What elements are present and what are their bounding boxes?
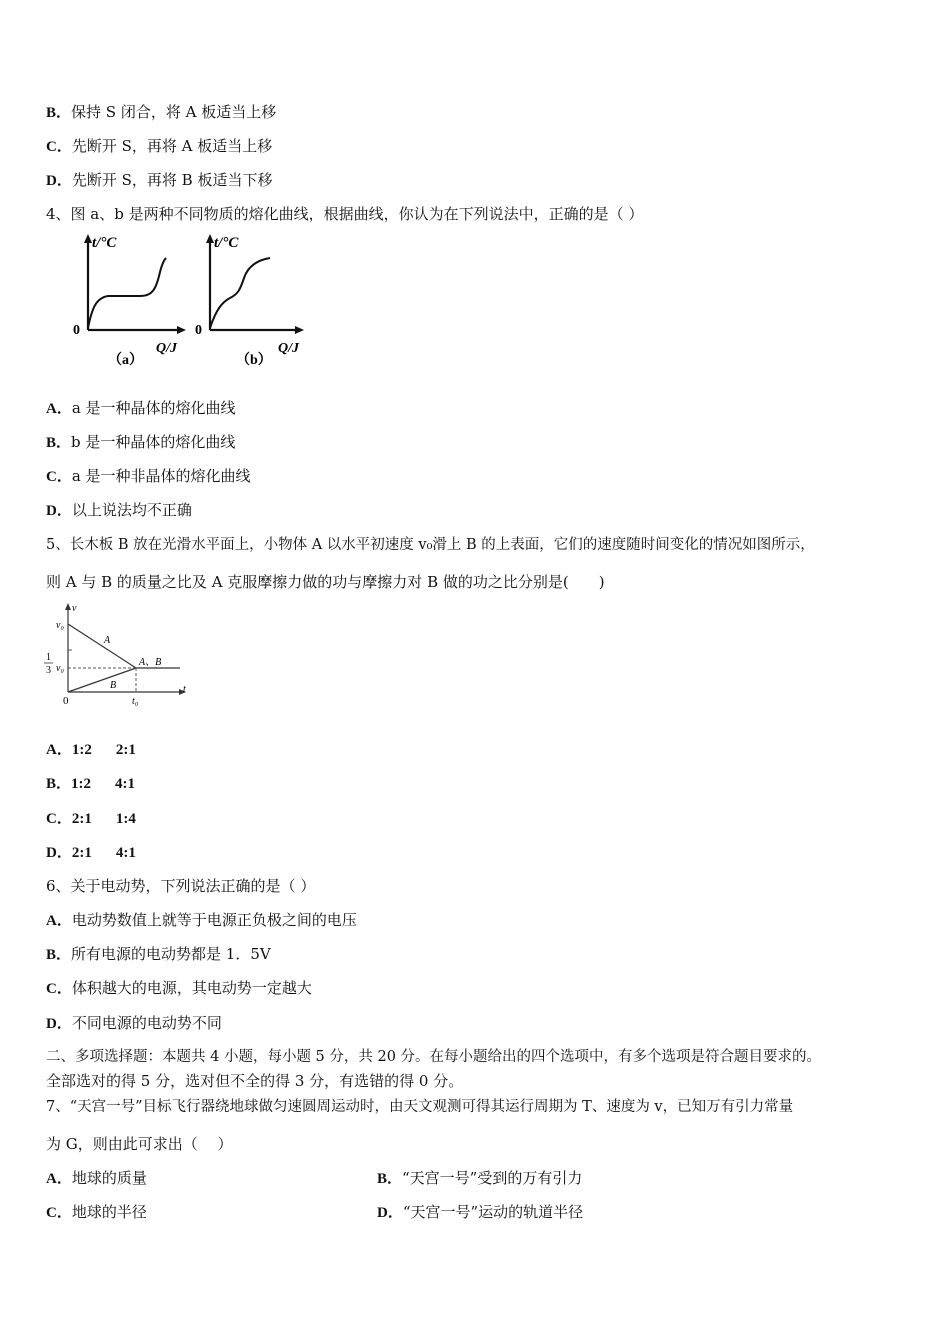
question-7-stem-line1: 7、“天宫一号”目标飞行器绕地球做匀速圆周运动时，由天文观测可得其运行周期为 T、速度为 v，已知万有引力常量 xyxy=(46,1099,794,1115)
option-q6-b: B．所有电源的电动势都是 1．5V xyxy=(46,945,271,963)
question-5-stem-line1: 5、长木板 B 放在光滑水平面上，小物体 A 以水平初速度 v₀滑上 B 的上表面，它们的速度随时间变化的情况如图所示， xyxy=(46,537,815,553)
option-q7-c: C．地球的半径 xyxy=(46,1203,147,1221)
option-q6-a: A．电动势数值上就等于电源正负极之间的电压 xyxy=(46,911,357,929)
graph-b-xlabel: Q/J xyxy=(278,341,299,356)
graph-origin: 0 xyxy=(63,695,69,707)
question-5-stem-line2: 则 A 与 B 的质量之比及 A 克服摩擦力做的功与摩擦力对 B 做的功之比分别是( ) xyxy=(46,573,605,591)
option-q5-a: A．1:2 2:1 xyxy=(46,742,136,758)
graph-a xyxy=(73,234,186,368)
option-q3-d: D．先断开 S，再将 B 板适当下移 xyxy=(46,171,273,189)
velocity-time-graph xyxy=(40,600,200,710)
third-v0-label: v₀ xyxy=(56,663,64,674)
label-a: A xyxy=(104,635,111,646)
option-q7-a: A．地球的质量 xyxy=(46,1169,147,1187)
option-q7-d: D．“天宫一号”运动的轨道半径 xyxy=(377,1203,584,1221)
graph-a-caption: （a） xyxy=(108,353,143,368)
question-6-stem: 6、关于电动势，下列说法正确的是（ ） xyxy=(46,877,316,895)
fraction-numerator: 1 xyxy=(46,652,51,663)
option-q5-d: D．2:1 4:1 xyxy=(46,845,136,861)
option-q4-c: C．a 是一种非晶体的熔化曲线 xyxy=(46,467,251,485)
graph-b-caption: （b） xyxy=(236,353,272,368)
section-2-heading-line1: 二、多项选择题：本题共 4 小题，每小题 5 分，共 20 分。在每小题给出的四个选项中，有多个选项是符合题目要求的。 xyxy=(46,1049,822,1065)
graph-b-origin: 0 xyxy=(195,323,202,338)
fraction-denominator: 3 xyxy=(46,665,51,676)
v-axis-label: v xyxy=(72,603,77,614)
option-q4-b: B．b 是一种晶体的熔化曲线 xyxy=(46,433,236,451)
option-q6-c: C．体积越大的电源，其电动势一定越大 xyxy=(46,979,312,997)
option-q5-c: C．2:1 1:4 xyxy=(46,811,136,827)
v0-label: v₀ xyxy=(56,620,64,631)
graph-a-origin: 0 xyxy=(73,323,80,338)
option-q4-d: D．以上说法均不正确 xyxy=(46,501,192,519)
t0-label: t₀ xyxy=(132,696,139,707)
option-q4-a: A．a 是一种晶体的熔化曲线 xyxy=(46,399,236,417)
option-q5-b: B．1:2 4:1 xyxy=(46,776,136,792)
t-axis-label: t xyxy=(183,684,186,695)
graph-a-xlabel: Q/J xyxy=(156,341,177,356)
graph-b-ylabel: t/°C xyxy=(214,235,239,251)
graph-a-ylabel: t/°C xyxy=(92,235,117,251)
option-q7-b: B．“天宫一号”受到的万有引力 xyxy=(377,1169,583,1187)
section-2-heading-line2: 全部选对的得 5 分，选对但不全的得 3 分，有选错的得 0 分。 xyxy=(46,1072,464,1090)
label-b: B xyxy=(110,680,117,691)
question-7-stem-line2: 为 G，则由此可求出（ ） xyxy=(46,1135,233,1153)
label-ab: A、B xyxy=(139,657,162,668)
option-q6-d: D．不同电源的电动势不同 xyxy=(46,1014,222,1032)
graph-b xyxy=(195,234,304,368)
option-q3-b: B．保持 S 闭合，将 A 板适当上移 xyxy=(46,103,277,121)
option-q3-c: C．先断开 S，再将 A 板适当上移 xyxy=(46,137,273,155)
melting-curve-graphs xyxy=(68,230,318,375)
question-4-stem: 4、图 a、b 是两种不同物质的熔化曲线，根据曲线，你认为在下列说法中，正确的是（ ） xyxy=(46,205,644,223)
